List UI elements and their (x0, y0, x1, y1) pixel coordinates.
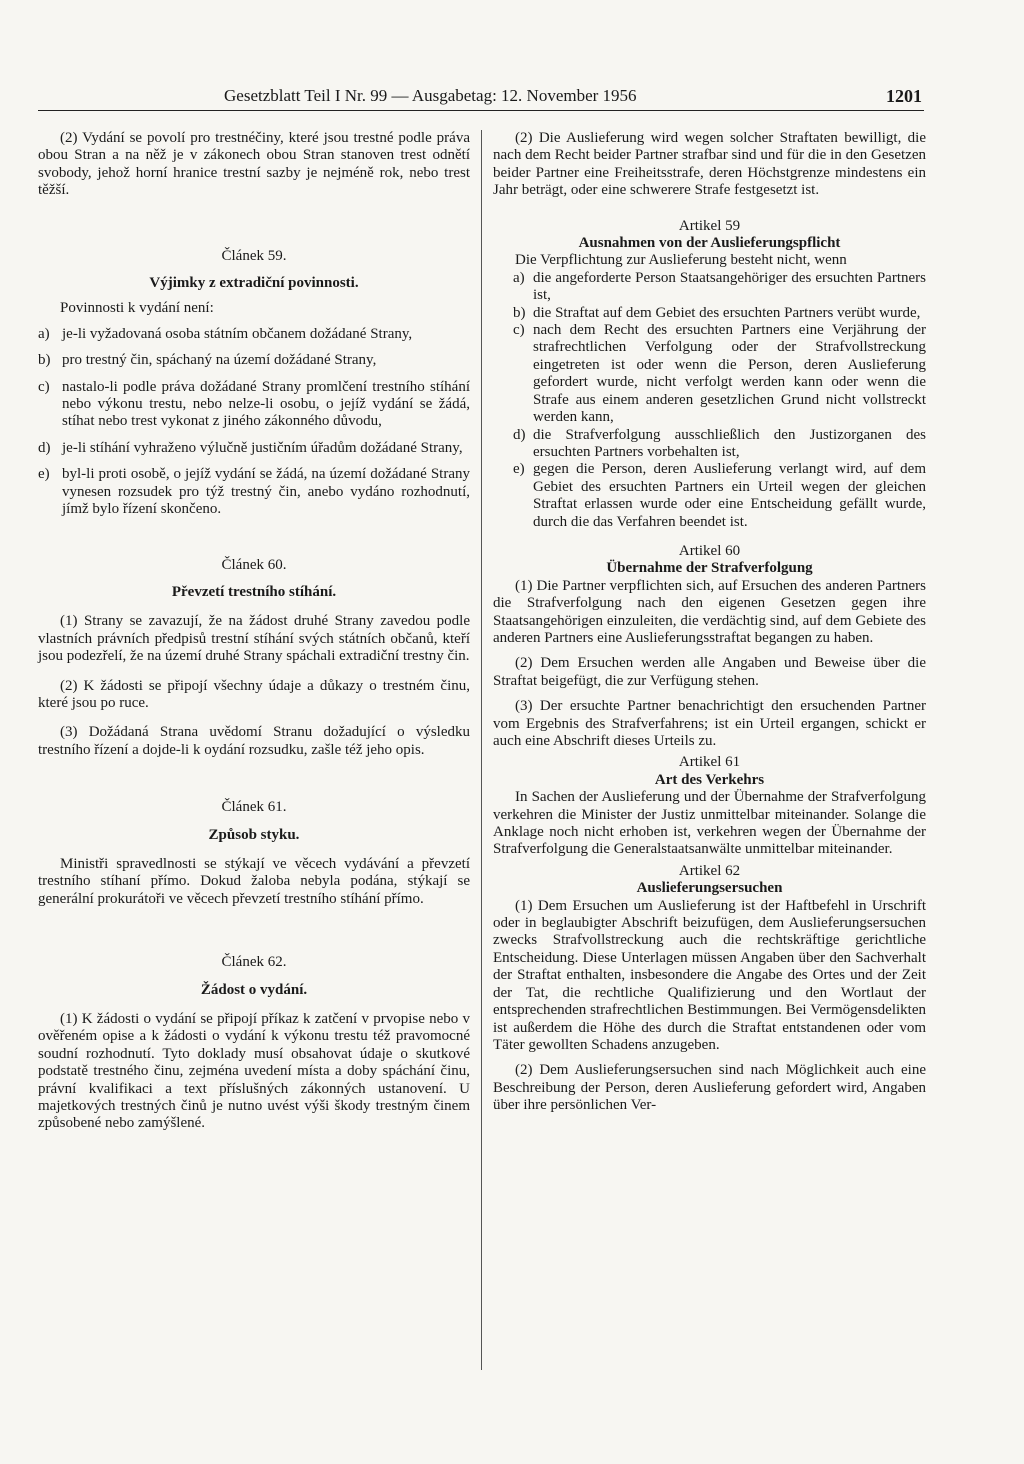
article-heading: Artikel 62 (678, 862, 741, 879)
paragraph: (1) Dem Ersuchen um Auslieferung ist der Haftbefehl in Urschrift oder in beglaubigter Abschrift beizufügen, dem Auslieferungsersuchen zwecks Strafvollstreckung auch die rechtskräftige gerichtliche Entscheidung. Diese Unterlagen müssen Angaben über den Sachverhalt der Straftat enthalten, insbesondere die Angabe des Ortes und der Zeit der Tat, die rechtliche Qualifizierung und den Wortlaut der entsprechenden strafrechtlichen Bestimmungen. Bei Vermögensdelikten ist außerdem die Höhe des durch die Straftat entstandenen oder vom Täter gewollten Schadens anzugeben. (493, 897, 926, 1053)
list-item-label: b) (513, 304, 526, 321)
article-title: Způsob styku. (208, 826, 300, 843)
paragraph: (1) K žádosti o vydání se připojí příkaz k zatčení v prvopise nebo v ověřeném opise a k žádosti o vydání k výkonu trestu též pravomocné soudní rozhodnutí. Tyto doklady musí obsahovat údaje o skutkové podstatě trestného činu, zejména uvedení místa a doby spáchání činu, právní kvalifikaci a text příslušných zákonných ustanovení. U majetkových trestných činů je nutno uvést výši škody trestným činem způsobené nebo zamýšlené. (38, 1011, 470, 1132)
article-heading: Artikel 61 (678, 754, 741, 771)
article-heading: Článek 59. (221, 247, 287, 264)
paragraph: (2) Dem Ersuchen werden alle Angaben und Beweise über die Straftat beigefügt, die zur Verfügung stehen. (493, 655, 926, 689)
list-item (38, 466, 470, 518)
article-heading: Článek 61. (221, 799, 287, 816)
list-item-label: d) (513, 426, 526, 443)
paragraph: (1) Strany se zavazují, že na žádost druhé Strany zavedou podle vlastních právních předpisů trestní stíhání svých státních občanů, kteří jsou podezřelí, že na území druhé Strany spáchali extradiční trestny čin. (38, 613, 470, 665)
article-title: Auslieferungsersuchen (636, 880, 783, 897)
paragraph: (2) Die Auslieferung wird wegen solcher Straftaten bewilligt, die nach dem Recht beider Partner strafbar sind und für die in den Gesetzen beider Partner eine Freiheitsstrafe, deren Höchstgrenze mindestens ein Jahr beträgt, oder eine schwerere Strafe festgesetzt ist. (493, 130, 926, 199)
list-item (38, 326, 470, 343)
list-item (38, 352, 470, 369)
article-heading: Článek 62. (221, 954, 287, 971)
list-item-text: byl-li proti osobě, o jejíž vydání se žádá, na území dožádané Strany vynesen rozsudek pro týž trestný čin, anebo vydáno rozhodnutí, jímž bylo řízení skončeno. (62, 466, 470, 518)
article-heading: Artikel 59 (678, 217, 741, 234)
czech-column (38, 130, 470, 1133)
paragraph: Povinnosti k vydání není: (60, 300, 214, 317)
list-item-label: e) (38, 466, 50, 483)
list-item-text: die angeforderte Person Staatsangehöriger des ersuchten Partners ist, (533, 269, 926, 304)
list-item-text: gegen die Person, deren Auslieferung verlangt wird, auf dem Gebiet des ersuchten Partners ein Urteil wegen der gleichen Straftat erlassen wurde oder eine Entscheidung gefällt wurde, durch die das Verfahren beendet ist. (533, 461, 926, 530)
column-divider (481, 130, 482, 1370)
paragraph: (3) Der ersuchte Partner benachrichtigt den ersuchenden Partner vom Ergebnis des Strafverfahrens; ist ein Urteil ergangen, schickt er auch eine Abschrift dieses Urteils zu. (493, 698, 926, 749)
page-header (38, 86, 924, 111)
list-item (38, 440, 470, 457)
paragraph: In Sachen der Auslieferung und der Übernahme der Strafverfolgung verkehren die Minister der Justiz unmittelbar miteinander. Solange die Anklage noch nicht erhoben ist, verkehren wegen der Übernahme der Strafverfolgung die Generalstaatsanwälte unmittelbar miteinander. (493, 789, 926, 858)
article-title: Ausnahmen von der Auslieferungspflicht (578, 235, 841, 252)
article-heading: Článek 60. (221, 556, 287, 573)
article-title: Žádost o vydání. (200, 981, 308, 998)
list-item-text: die Strafverfolgung ausschließlich den Justizorganen des ersuchten Partners vorbehalten ist, (533, 426, 926, 460)
list-item-text: pro trestný čin, spáchaný na území dožádané Strany, (62, 352, 377, 369)
paragraph: (1) Die Partner verpflichten sich, auf Ersuchen des anderen Partners die Strafverfolgung nach den eigenen Gesetzen gegen ihre Staatsangehörigen einzuleiten, die verdächtig sind, auf dem Gebiete des anderen Partners eine Auslieferungsstraftat begangen zu haben. (493, 577, 926, 646)
list-item-label: c) (513, 322, 525, 339)
list-item-label: a) (513, 269, 525, 286)
paragraph: Die Verpflichtung zur Auslieferung besteht nicht, wenn (515, 252, 847, 269)
paragraph: (3) Dožádaná Strana uvědomí Stranu dožadující o výsledku trestního řízení a dojde-li k oydání rozsudku, zašle též jeho opis. (38, 724, 470, 758)
list-item-label: e) (513, 461, 525, 478)
list-item-label: a) (38, 325, 50, 342)
list-item-text: je-li stíhání vyhraženo výlučně justičním úřadům dožádané Strany, (62, 439, 463, 456)
list-item-label: b) (38, 352, 51, 369)
paragraph: (2) Dem Auslieferungsersuchen sind nach Möglichkeit auch eine Beschreibung der Person, deren Auslieferung gefordert wird, Angaben über ihre persönlichen Ver- (493, 1062, 926, 1114)
german-column (493, 130, 926, 1115)
list-item (493, 270, 926, 305)
list-item (493, 461, 926, 531)
header-title: Gesetzblatt Teil I Nr. 99 — Ausgabetag: 12. November 1956 (224, 86, 637, 105)
list-item (493, 322, 926, 426)
article-title: Převzetí trestního stíhání. (171, 583, 337, 600)
list-item (493, 305, 926, 322)
list-item-text: nastalo-li podle práva dožádané Strany promlčení trestního stíhání nebo výkonu trestu, nebo nelze-li osobu, o jejíž vydání se žádá, stíhat nebo trest vykonat z jiného zákonného důvodu, (62, 378, 470, 430)
article-title: Art des Verkehrs (654, 771, 765, 788)
list-item-label: c) (38, 378, 50, 395)
list-item-text: nach dem Recht des ersuchten Partners eine Verjährung der strafrechtlichen Verfolgung oder der Strafvollstreckung eingetreten ist oder wenn die Person, deren Auslieferung gefordert wurde, nicht verfolgt werden kann oder wenn die Strafe aus einem anderen gesetzlichen Grund nicht vollstreckt werden kann, (533, 322, 926, 426)
paragraph: (2) Vydání se povolí pro trestnéčiny, které jsou trestné podle práva obou Stran a na něž je v zákonech obou Stran stanoven trest odnětí svobody, jehož horní hranice trestní sazby je nejméně rok, nebo trest těžší. (38, 130, 470, 199)
list-item-text: die Straftat auf dem Gebiet des ersuchten Partners verübt wurde, (533, 304, 921, 321)
page-number: 1201 (886, 86, 922, 106)
list-item-text: je-li vyžadovaná osoba státním občanem dožádané Strany, (62, 325, 413, 342)
article-title: Übernahme der Strafverfolgung (606, 560, 813, 577)
paragraph: (2) K žádosti se připojí všechny údaje a důkazy o trestném činu, které jsou po ruce. (38, 677, 470, 711)
list-item (38, 379, 470, 431)
paragraph: Ministři spravedlnosti se stýkají ve věcech vydávání a převzetí trestního stíhaní přímo. Dokud žaloba nebyla podána, stýkají se generální prokurátoři ve věcech převzetí trestního stíhání přímo. (38, 855, 470, 907)
list-item-label: d) (38, 439, 51, 456)
list-item (493, 427, 926, 462)
article-title: Výjimky z extradiční povinnosti. (149, 275, 359, 292)
article-heading: Artikel 60 (678, 542, 741, 559)
